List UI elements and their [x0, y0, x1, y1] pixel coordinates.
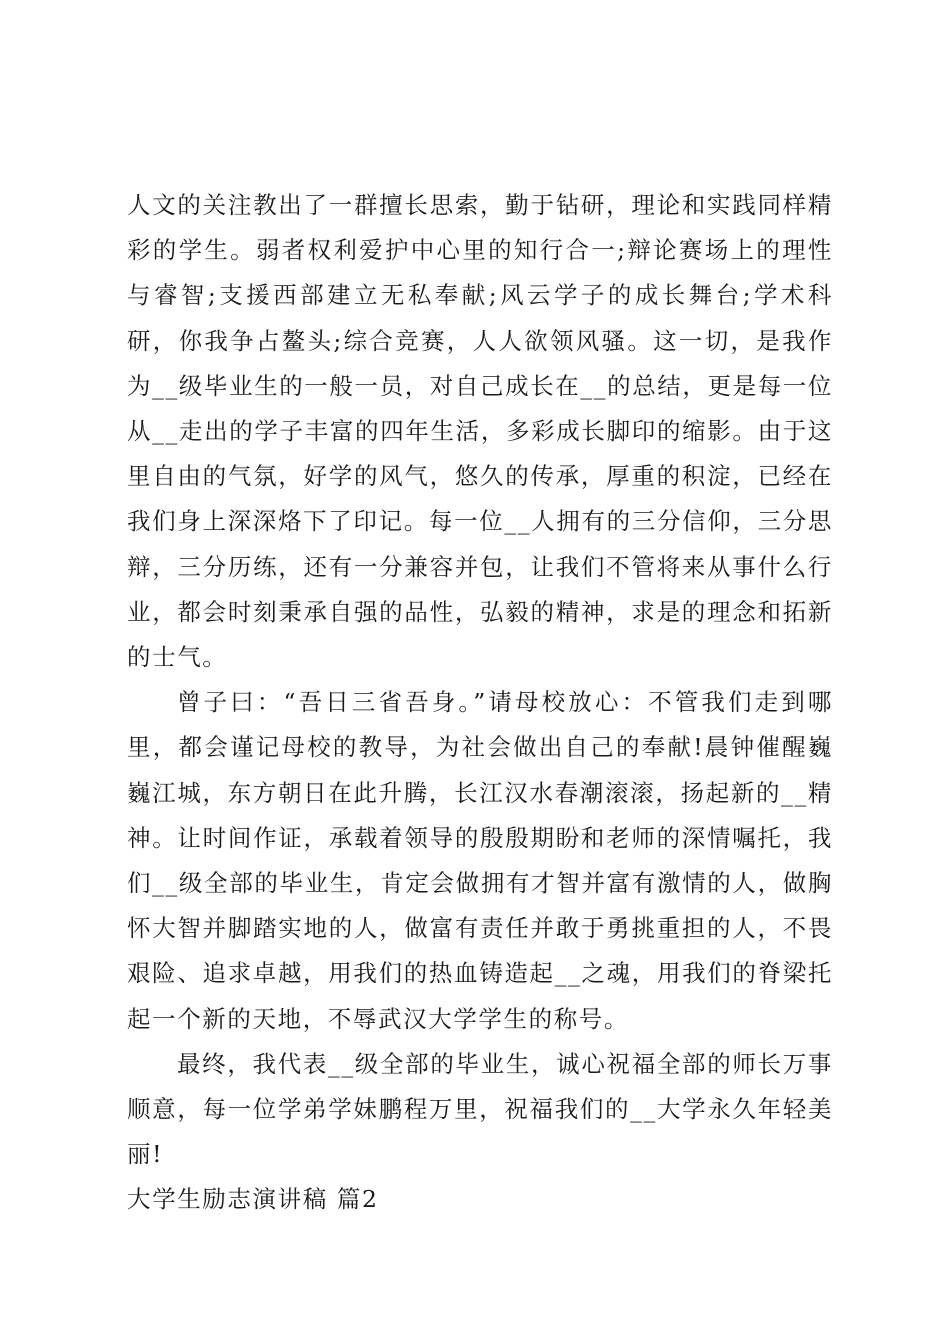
- paragraph-3: 最终，我代表__级全部的毕业生，诚心祝福全部的师长万事顺意，每一位学弟学妹鹏程万里，祝福我们的__大学永久年轻美丽!: [127, 1049, 833, 1169]
- paragraph-1: 人文的关注教出了一群擅长思索，勤于钻研，理论和实践同样精彩的学生。弱者权利爱护中心里的知行合一;辩论赛场上的理性与睿智;支援西部建立无私奉献;风云学子的成长舞台;学术科研，你我争占鳌头;综合竞赛，人人欲领风骚。这一切，是我作为__级毕业生的一般一员，对自己成长在__的总结，更是每一位从__走出的学子丰富的四年生活，多彩成长脚印的缩影。由于这里自由的气氛，好学的风气，悠久的传承，厚重的积淀，已经在我们身上深深烙下了印记。每一位__人拥有的三分信仰，三分思辩，三分历练，还有一分兼容并包，让我们不管将来从事什么行业，都会时刻秉承自强的品性，弘毅的精神，求是的理念和拓新的士气。: [127, 191, 833, 672]
- document-body: [127, 183, 833, 1223]
- section-heading: 大学生励志演讲稿 篇2: [127, 1185, 379, 1214]
- paragraph-2: 曾子曰：“吾日三省吾身。”请母校放心：不管我们走到哪里，都会谨记母校的教导，为社会做出自己的奉献!晨钟催醒巍巍江城，东方朝日在此升腾，长江汉水春潮滚滚，扬起新的__精神。让时间作证，承载着领导的殷殷期盼和老师的深情嘱托，我们__级全部的毕业生，肯定会做拥有才智并富有激情的人，做胸怀大智并脚踏实地的人，做富有责任并敢于勇挑重担的人，不畏艰险、追求卓越，用我们的热血铸造起__之魂，用我们的脊梁托起一个新的天地，不辱武汉大学学生的称号。: [127, 688, 833, 1033]
